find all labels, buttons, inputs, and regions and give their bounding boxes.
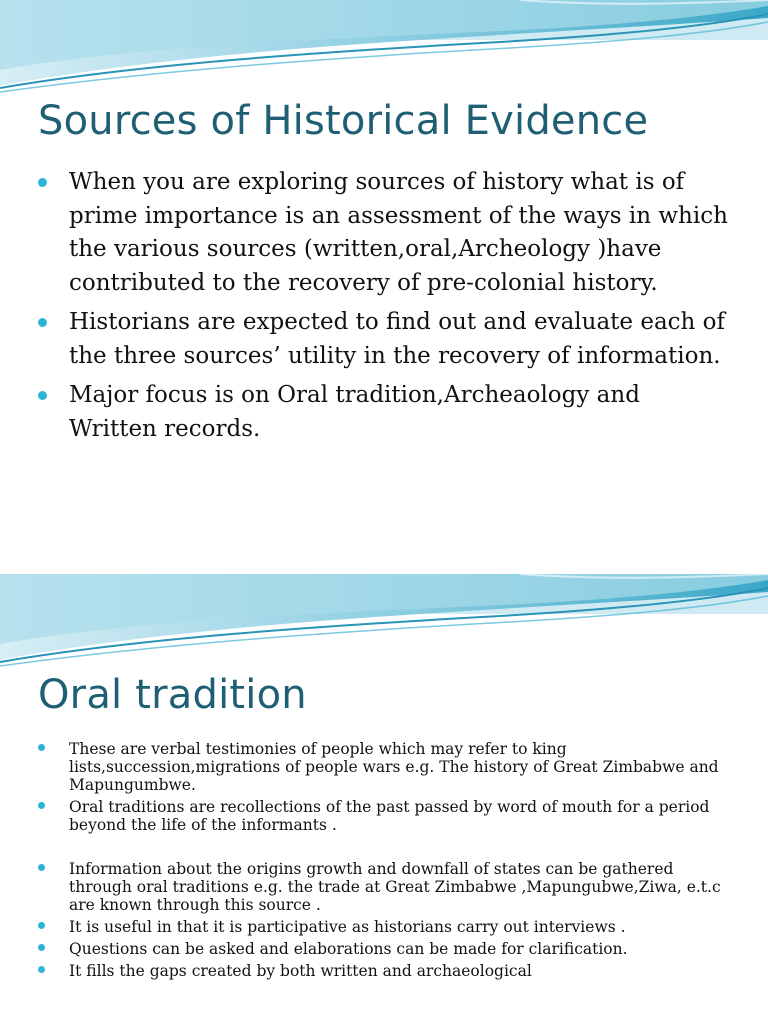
slide-separator (0, 562, 768, 574)
bullet-dot-icon (38, 864, 45, 871)
bullet-dot-icon (38, 178, 47, 187)
bullet-text: Major focus is on Oral tradition,Archeaology and Written records. (69, 382, 640, 442)
bullet-text: It fills the gaps created by both written and archaeological (69, 962, 532, 980)
bullet-dot-icon (38, 318, 47, 327)
list-item (38, 860, 733, 914)
bullet-text: It is useful in that it is participative as historians carry out interviews . (69, 918, 626, 936)
slide-title: Oral tradition (38, 672, 307, 718)
wave-header (0, 0, 768, 100)
list-item (38, 306, 728, 373)
bullet-text: Information about the origins growth and downfall of states can be gathered through oral traditions e.g. the trade at Great Zimbabwe ,Mapungubwe,Ziwa, e.t.c are known through this source . (69, 860, 721, 914)
list-item (38, 798, 733, 834)
bullet-dot-icon (38, 802, 45, 809)
bullet-dot-icon (38, 966, 45, 973)
list-item (38, 962, 733, 980)
bullet-text: Oral traditions are recollections of the past passed by word of mouth for a period beyond the life of the informants . (69, 798, 710, 834)
bullet-dot-icon (38, 744, 45, 751)
slide-title: Sources of Historical Evidence (38, 98, 649, 144)
list-item (38, 379, 728, 446)
list-item (38, 918, 733, 936)
bullet-text: These are verbal testimonies of people which may refer to king lists,succession,migrations of people wars e.g. The history of Great Zimbabwe and Mapungumbwe. (69, 740, 719, 794)
bullet-list (38, 166, 728, 452)
bullet-dot-icon (38, 922, 45, 929)
bullet-dot-icon (38, 391, 47, 400)
bullet-list (38, 740, 733, 984)
list-item (38, 166, 728, 300)
slide-2 (0, 574, 768, 1024)
bullet-text: When you are exploring sources of history what is of prime importance is an assessment of the ways in which the various sources (written,oral,Archeology )have contributed to the recovery of pre-colonial history. (69, 169, 728, 296)
wave-header (0, 574, 768, 674)
list-item (38, 740, 733, 794)
bullet-dot-icon (38, 944, 45, 951)
bullet-text: Historians are expected to find out and evaluate each of the three sources’ utility in the recovery of information. (69, 309, 726, 369)
bullet-text: Questions can be asked and elaborations can be made for clarification. (69, 940, 628, 958)
list-item (38, 940, 733, 958)
